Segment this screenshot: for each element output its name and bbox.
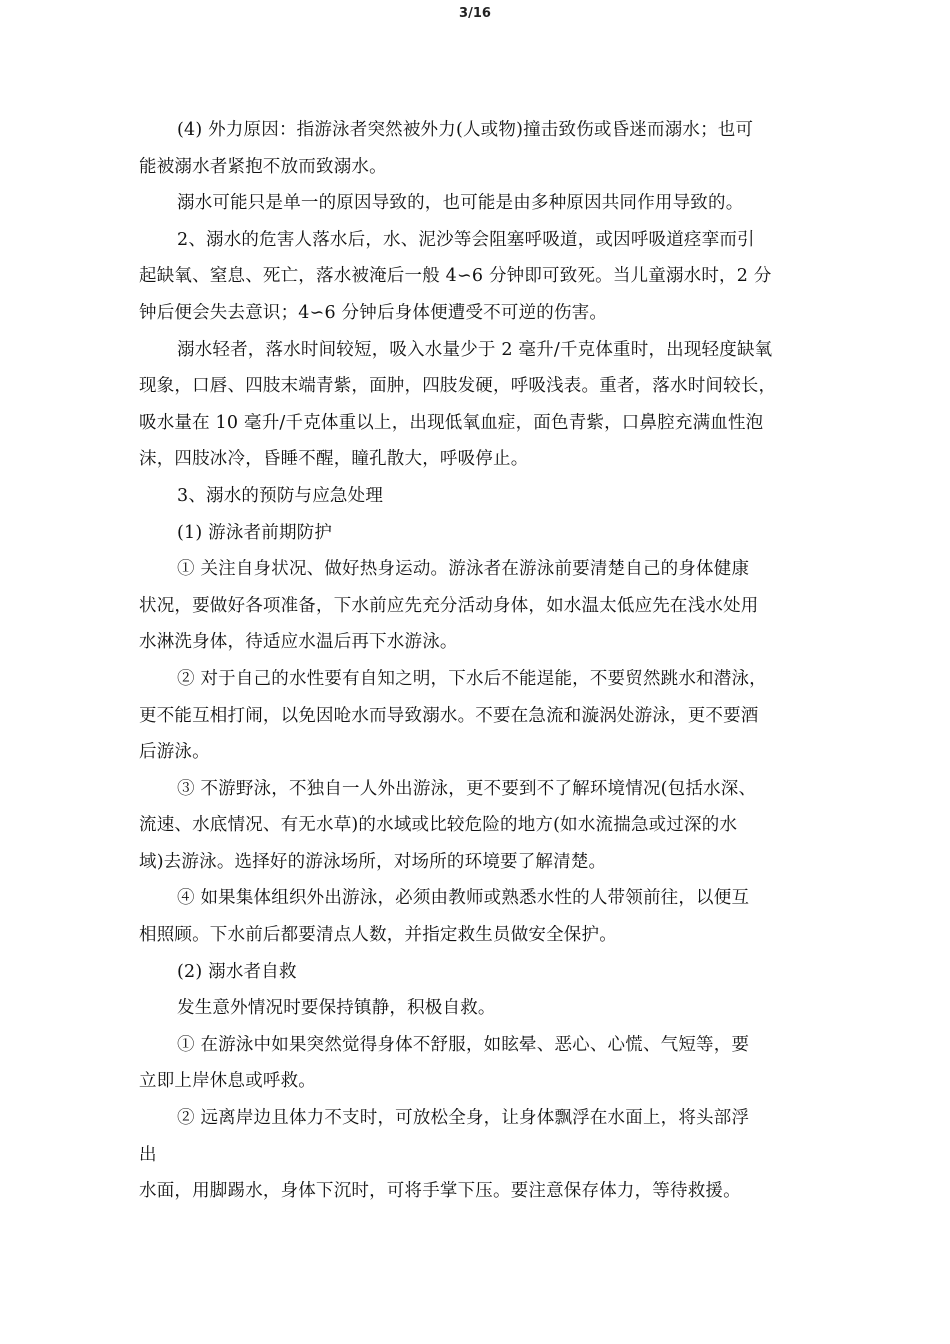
text-line: ② 远离岸边且体力不支时，可放松全身，让身体飘浮在水面上，将头部浮 [177,1108,750,1129]
text-line: 起缺氧、窒息、死亡，落水被淹后一般 4∽6 分钟即可致死。当儿童溺水时，2 分 [139,266,772,287]
text-line: 更不能互相打闹，以免因呛水而导致溺水。不要在急流和漩涡处游泳，更不要酒 [139,705,759,726]
text-line: (2) 溺水者自救 [177,961,297,982]
text-line: ② 对于自己的水性要有自知之明，下水后不能逞能，不要贸然跳水和潜泳， [177,668,767,689]
text-line: ③ 不游野泳，不独自一人外出游泳，更不要到不了解环境情况(包括水深、 [177,778,757,799]
text-line: ① 关注自身状况、做好热身运动。游泳者在游泳前要清楚自己的身体健康 [177,559,750,580]
text-line: 后游泳。 [139,742,210,763]
text-line: 现象，口唇、四肢末端青紫，面肿，四肢发硬，呼吸浅表。重者，落水时间较长， [139,376,777,397]
text-line: 2、溺水的危害人落水后，水、泥沙等会阻塞呼吸道，或因呼吸道痉挛而引 [177,229,755,250]
text-line: (1) 游泳者前期防护 [177,522,333,543]
text-line: 能被溺水者紧抱不放而致溺水。 [139,156,387,177]
text-line: 水淋洗身体，待适应水温后再下水游泳。 [139,632,458,653]
text-line: ① 在游泳中如果突然觉得身体不舒服，如眩晕、恶心、心慌、气短等，要 [177,1034,750,1055]
text-line: 吸水量在 10 毫升/千克体重以上，出现低氧血症，面色青紫，口鼻腔充满血性泡 [139,412,764,433]
text-line: 域)去游泳。选择好的游泳场所，对场所的环境要了解清楚。 [139,851,607,872]
text-line: 相照顾。下水前后都要清点人数，并指定救生员做安全保护。 [139,925,617,946]
text-line: 沫，四肢冰冷，昏睡不醒，瞳孔散大，呼吸停止。 [139,449,529,470]
text-line: 溺水可能只是单一的原因导致的，也可能是由多种原因共同作用导致的。 [177,193,744,214]
text-line: 流速、水底情况、有无水草)的水域或比较危险的地方(如水流揣急或过深的水 [139,815,738,836]
text-line: (4) 外力原因：指游泳者突然被外力(人或物)撞击致伤或昏迷而溺水；也可 [177,120,754,140]
text-line: 水面，用脚踢水，身体下沉时，可将手掌下压。要注意保存体力，等待救援。 [139,1181,741,1202]
text-line: 立即上岸休息或呼救。 [139,1071,316,1092]
text-line: 状况，要做好各项准备，下水前应先充分活动身体，如水温太低应先在浅水处用 [139,595,759,616]
text-line: ④ 如果集体组织外出游泳，必须由教师或熟悉水性的人带领前往，以便互 [177,888,750,909]
text-line: 溺水轻者，落水时间较短，吸入水量少于 2 毫升/千克体重时，出现轻度缺氧 [177,339,773,360]
text-line: 出 [139,1144,157,1165]
text-line: 3、溺水的预防与应急处理 [177,485,384,506]
document-body [139,112,829,1210]
text-line: 钟后便会失去意识；4∽6 分钟后身体便遭受不可逆的伤害。 [139,302,608,323]
page-number: 3/16 [459,6,491,21]
text-line: 发生意外情况时要保持镇静，积极自救。 [177,998,496,1019]
